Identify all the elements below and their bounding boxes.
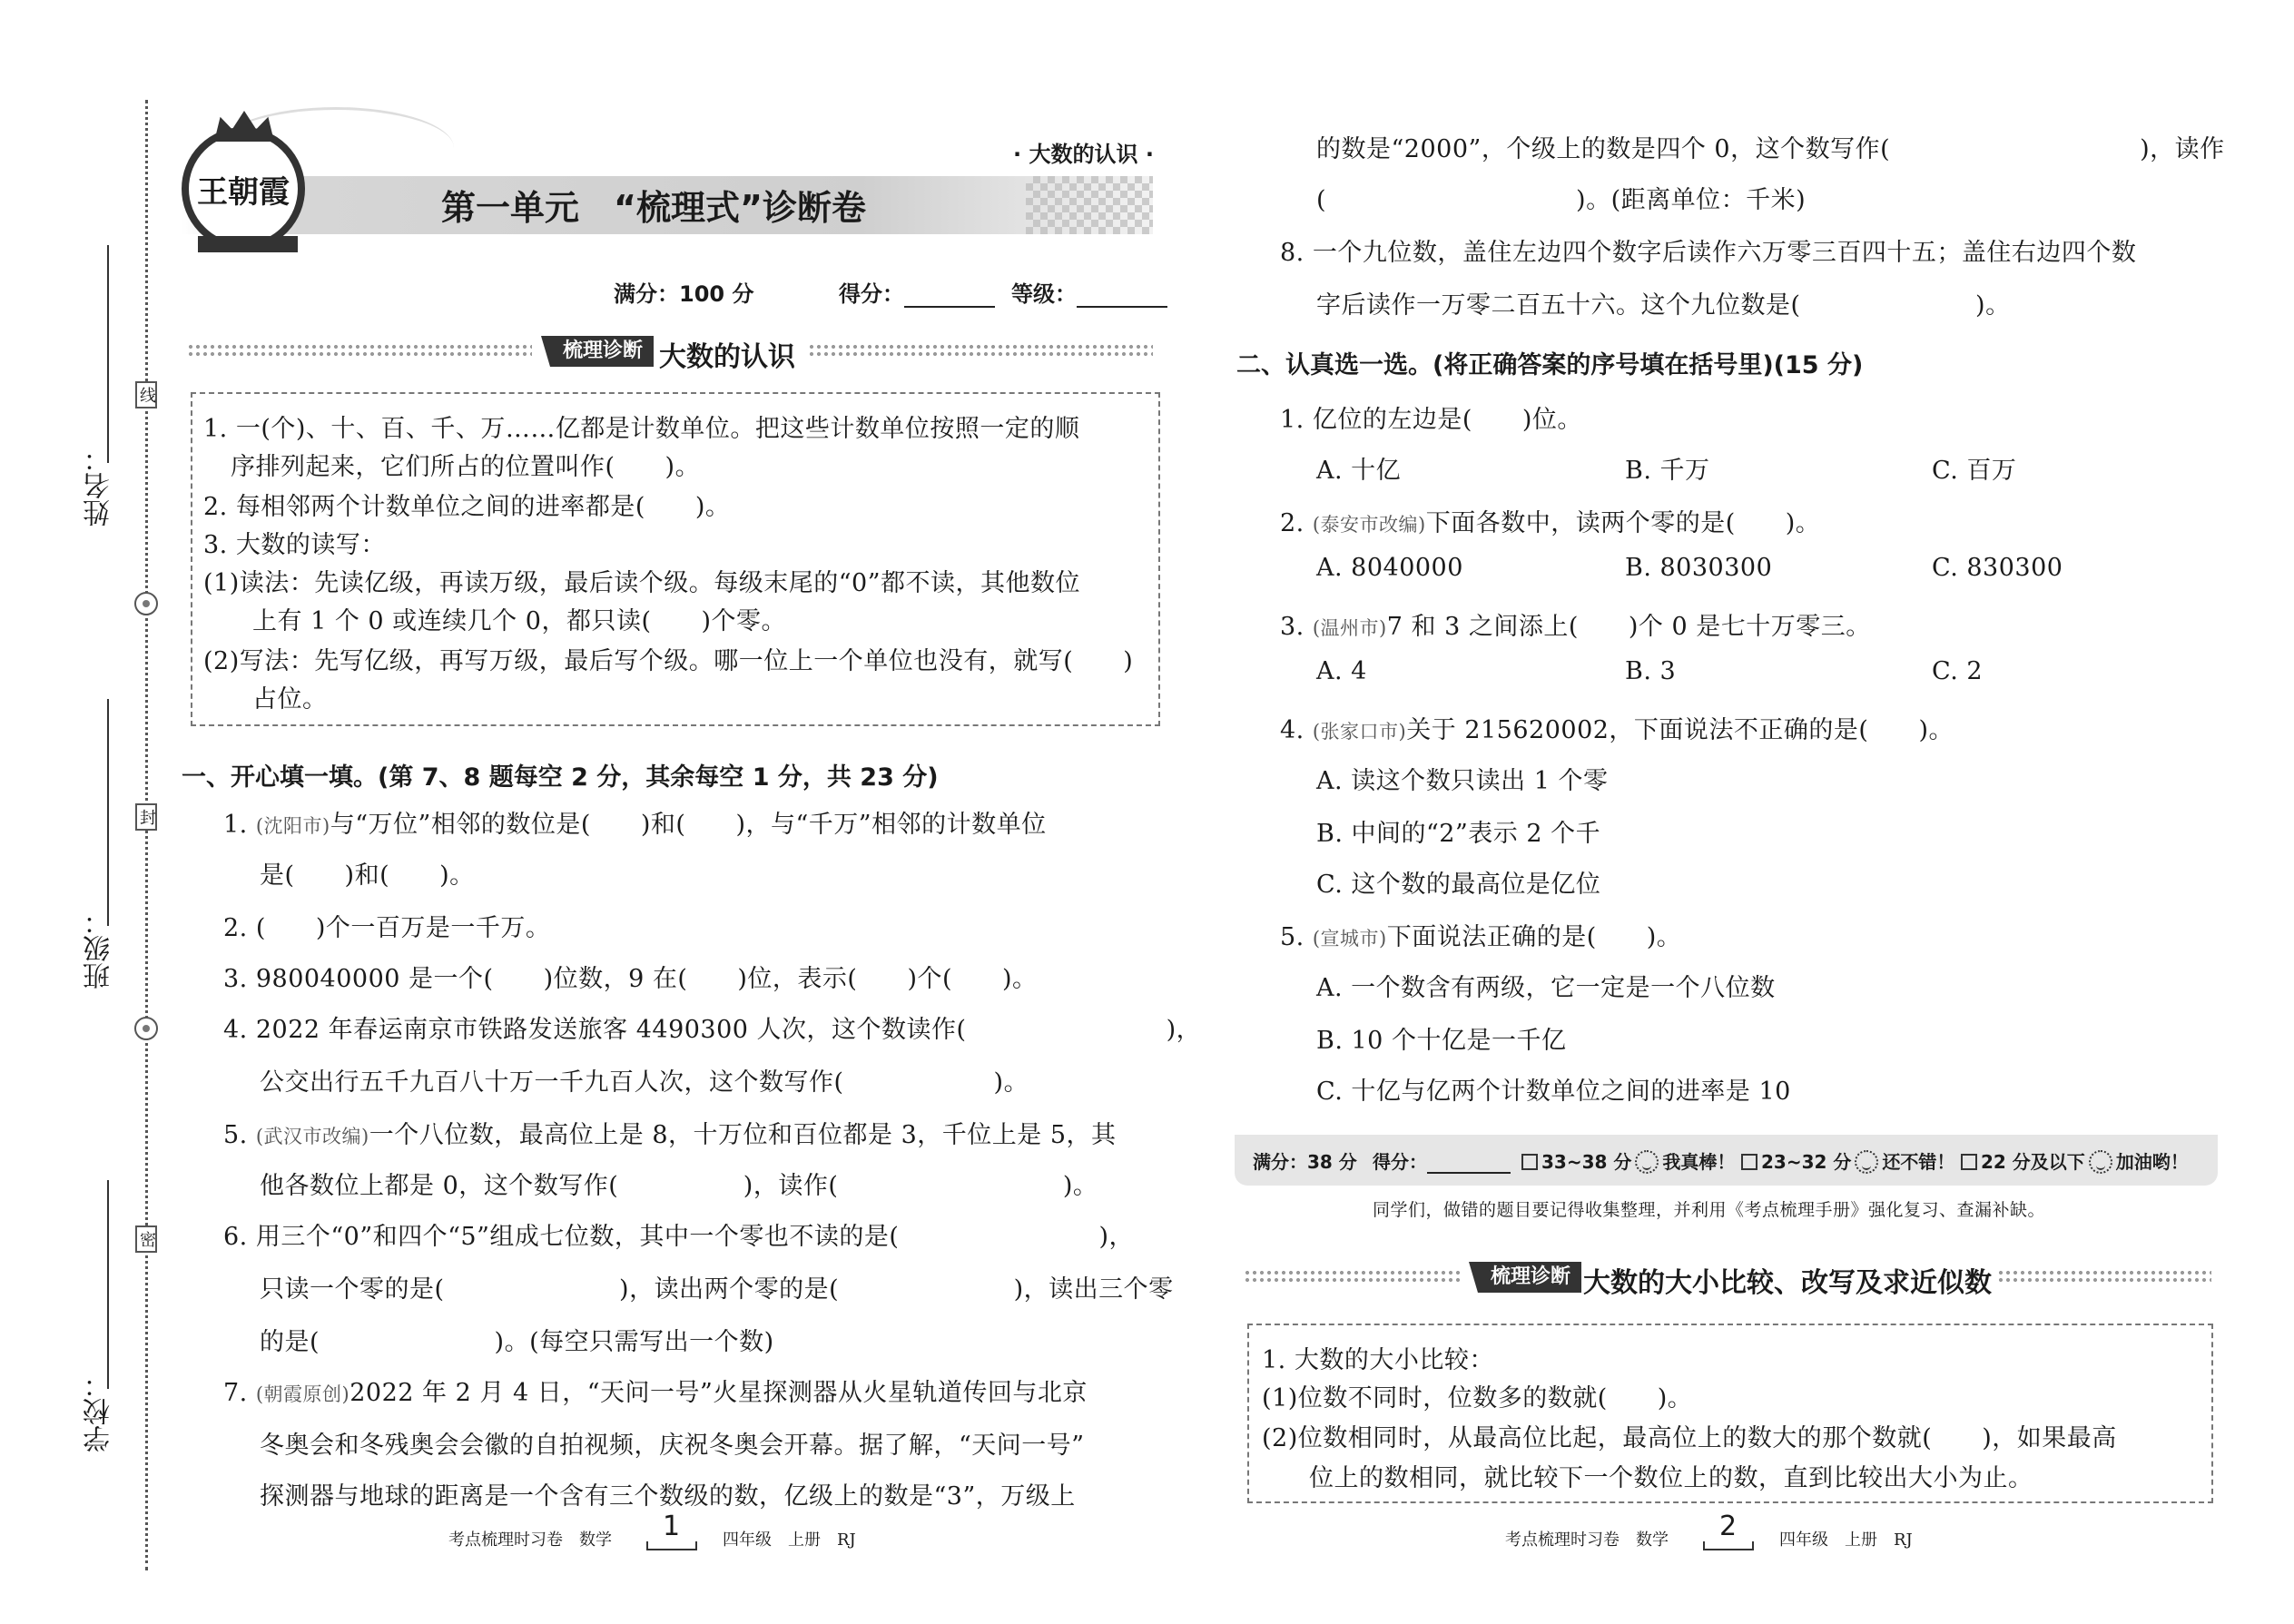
score-bar-blank[interactable] [1427,1154,1511,1174]
choice-question-4 [1280,710,1954,745]
knowledge-line: (1)位数不同时，位数多的数就( )。 [1262,1384,1693,1412]
knowledge-line: (2)写法：先写亿级，再写万级，最后写个级。哪一位上一个单位也没有，就写( ) [203,647,1134,675]
q-number: 3. [1280,613,1313,641]
logo-ribbon [198,236,298,252]
q-number: 5. [1280,923,1313,951]
choice-option[interactable]: A. 一个数含有两级，它一定是一个八位数 [1316,974,1776,1002]
q-text: 下面各数中，读两个零的是( )。 [1425,509,1821,537]
checkbox-icon[interactable] [1961,1154,1977,1170]
choice-option[interactable]: B. 3 [1625,657,1677,685]
page-number: 1 [663,1511,681,1542]
name-label: 姓名： [84,445,115,527]
school-label: 学校： [84,1371,115,1452]
q-text: 7 和 3 之间添上( )个 0 是七十万零三。 [1386,613,1871,641]
q-number: 2. [1280,509,1313,537]
footer-grade: 四年级 上册 RJ [1779,1530,1913,1550]
question-source: (武汉市改编) [255,1126,369,1147]
brand-logo [182,127,305,251]
knowledge-line: 2. 每相邻两个计数单位之间的进率都是( )。 [203,493,731,521]
choice-option[interactable]: A. 8040000 [1316,554,1463,582]
review-note: 同学们，做错的题目要记得收集整理，并利用《考点梳理手册》强化复习、查漏补缺。 [1373,1200,2046,1220]
q-number: 5. [223,1121,256,1149]
checkbox-icon[interactable] [1741,1154,1757,1170]
section-tag: 梳理诊断 [550,336,654,367]
name-write-line [107,245,109,463]
score-range-2 [1741,1147,1954,1174]
choice-question-2 [1280,503,1820,538]
question-6-cont: 只读一个零的是( )，读出两个零的是( )，读出三个零 [260,1275,1174,1304]
knowledge-line: 序排列起来，它们所占的位置叫作( )。 [231,453,701,481]
choice-question-3 [1280,606,1871,642]
range-text: 还不错！ [1882,1151,1955,1173]
school-write-line [107,1180,109,1389]
score-bar-full: 满分：38 分 [1253,1151,1357,1173]
knowledge-line: 位上的数相同，就比较下一个数位上的数，直到比较出大小为止。 [1309,1464,2033,1492]
page-title: 第一单元 “梳理式”诊断卷 [441,188,866,228]
choice-option[interactable]: B. 10 个十亿是一千亿 [1316,1027,1567,1055]
choice-option[interactable]: C. 这个数的最高位是亿位 [1316,871,1601,899]
choice-option[interactable]: A. 读这个数只读出 1 个零 [1316,767,1609,795]
question-6-cont: 的是( )。(每空只需写出一个数) [260,1328,774,1356]
choice-option[interactable]: A. 4 [1316,657,1367,685]
choice-option[interactable]: A. 十亿 [1316,457,1402,485]
knowledge-line: 占位。 [252,685,328,714]
footer-grade: 四年级 上册 RJ [723,1530,856,1550]
q-number: 1. [223,811,256,839]
question-7-cont: 冬奥会和冬残奥会会徽的自拍视频，庆祝冬奥会开幕。据了解，“天问一号” [260,1432,1085,1460]
choice-option[interactable]: B. 千万 [1625,457,1710,485]
score-bar-got [1373,1147,1511,1174]
q-number: 7. [223,1379,256,1407]
question-4-cont: 公交出行五千九百八十万一千九百人次，这个数写作( )。 [260,1068,1029,1097]
binding-mark-secret: 密 [135,1225,157,1253]
page-bracket [1703,1541,1754,1550]
section-title: 大数的认识 [659,341,795,373]
score-range-3 [1961,1147,2189,1174]
q-text: 一个八位数，最高位上是 8，十万位和百位都是 3，千位上是 5，其 [369,1121,1117,1149]
smiley-icon [2089,1150,2112,1174]
part2-heading: 二、认真选一选。(将正确答案的序号填在括号里)(15 分) [1236,351,1864,379]
binding-mark-line: 线 [135,381,157,408]
question-8-cont: 字后读作一万零二百五十六。这个九位数是( )。 [1316,291,2011,320]
question-6: 6. 用三个“0”和四个“5”组成七位数，其中一个零也不读的是( )， [223,1223,1134,1251]
range-label: 23~32 分 [1761,1151,1852,1173]
grade-label: 等级： [1011,281,1077,307]
question-source: (朝霞原创) [255,1383,350,1405]
grade-field [1011,276,1167,308]
range-text: 我真棒！ [1662,1151,1736,1173]
class-label: 班级： [84,908,115,989]
score-field [839,276,995,308]
knowledge-line: 上有 1 个 0 或连续几个 0，都只读( )个零。 [252,607,787,635]
knowledge-line: (1)读法：先读亿级，再读万级，最后读个级。每级末尾的“0”都不读，其他数位 [203,569,1081,597]
checkbox-icon[interactable] [1521,1154,1538,1170]
question-source: (沈阳市) [255,815,330,837]
q-text: 下面说法正确的是( )。 [1386,923,1682,951]
part1-heading: 一、开心填一填。(第 7、8 题每空 2 分，其余每空 1 分，共 23 分) [182,763,939,792]
smiley-icon [1635,1150,1659,1174]
page-number: 2 [1719,1511,1738,1542]
full-score: 满分：100 分 [614,281,754,307]
binding-knot-icon [134,1017,158,1040]
grade-blank[interactable] [1077,284,1167,308]
section-dots [808,343,1153,356]
question-source: (张家口市) [1312,721,1407,743]
question-7-cont: 探测器与地球的距离是一个含有三个数级的数，亿级上的数是“3”，万级上 [260,1482,1076,1511]
page-bracket [646,1541,697,1550]
binding-mark-seal: 封 [135,803,157,831]
choice-option[interactable]: C. 十亿与亿两个计数单位之间的进率是 10 [1316,1078,1791,1106]
range-text: 加油哟！ [2115,1151,2189,1173]
class-write-line [107,699,109,926]
binding-knot-icon [134,592,158,615]
question-source: (宣城市) [1312,928,1387,950]
q-text: 与“万位”相邻的数位是( )和( )，与“千万”相邻的计数单位 [330,811,1047,839]
score-blank[interactable] [904,284,995,308]
footer-series: 考点梳理时习卷 数学 [1505,1530,1669,1550]
section-dots [1244,1269,1462,1282]
choice-option[interactable]: C. 830300 [1932,554,2063,582]
section-title: 大数的大小比较、改写及求近似数 [1583,1267,1992,1299]
range-label: 33~38 分 [1541,1151,1632,1173]
q-number: 4. [1280,716,1313,744]
knowledge-line: 3. 大数的读写： [203,531,386,559]
choice-option[interactable]: C. 百万 [1932,457,2017,485]
section-dots [187,343,532,356]
question-source: (泰安市改编) [1312,514,1426,536]
choice-option[interactable]: B. 中间的“2”表示 2 个千 [1316,820,1601,848]
q-text: 2022 年 2 月 4 日，“天问一号”火星探测器从火星轨道传回与北京 [350,1379,1088,1407]
knowledge-line: 1. 大数的大小比较： [1262,1346,1494,1374]
unit-tag: · 大数的认识 · [1013,142,1154,167]
q-text: 关于 215620002，下面说法不正确的是( )。 [1406,716,1954,744]
logo-text: 王朝霞 [197,173,290,211]
question-4: 4. 2022 年春运南京市铁路发送旅客 4490300 人次，这个数读作( )， [223,1016,1202,1044]
question-8: 8. 一个九位数，盖住左边四个数字后读作六万零三百四十五；盖住右边四个数 [1280,239,2137,267]
choice-question-1: 1. 亿位的左边是( )位。 [1280,406,1582,434]
question-7 [223,1373,1088,1408]
section-dots [1997,1269,2211,1282]
question-1-cont: 是( )和( )。 [260,861,475,890]
range-label: 22 分及以下 [1981,1151,2085,1173]
score-bar-got-label: 得分： [1373,1151,1427,1173]
question-3: 3. 980040000 是一个( )位数，9 在( )位，表示( )个( )。 [223,965,1038,993]
question-1 [223,804,1047,840]
question-7-cont: ( )。(距离单位：千米) [1316,186,1807,214]
section-tag: 梳理诊断 [1478,1262,1581,1293]
choice-option[interactable]: B. 8030300 [1625,554,1773,582]
score-label: 得分： [839,281,904,307]
binding-dashed-line [145,100,148,1570]
question-source: (温州市) [1312,617,1387,639]
footer-series: 考点梳理时习卷 数学 [448,1530,612,1550]
knowledge-line: (2)位数相同时，从最高位比起，最高位上的数大的那个数就( )，如果最高 [1262,1424,2117,1452]
checker-decoration [1026,176,1153,234]
question-2: 2. ( )个一百万是一千万。 [223,914,551,942]
choice-option[interactable]: C. 2 [1932,657,1984,685]
question-5-cont: 他各数位上都是 0，这个数写作( )，读作( )。 [260,1172,1098,1200]
score-range-1 [1521,1147,1735,1174]
question-5 [223,1115,1117,1150]
smiley-icon [1855,1150,1878,1174]
question-7-cont: 的数是“2000”，个级上的数是四个 0，这个数写作( )，读作 [1316,135,2225,163]
choice-question-5 [1280,917,1681,952]
knowledge-line: 1. 一(个)、十、百、千、万……亿都是计数单位。把这些计数单位按照一定的顺 [203,415,1080,443]
